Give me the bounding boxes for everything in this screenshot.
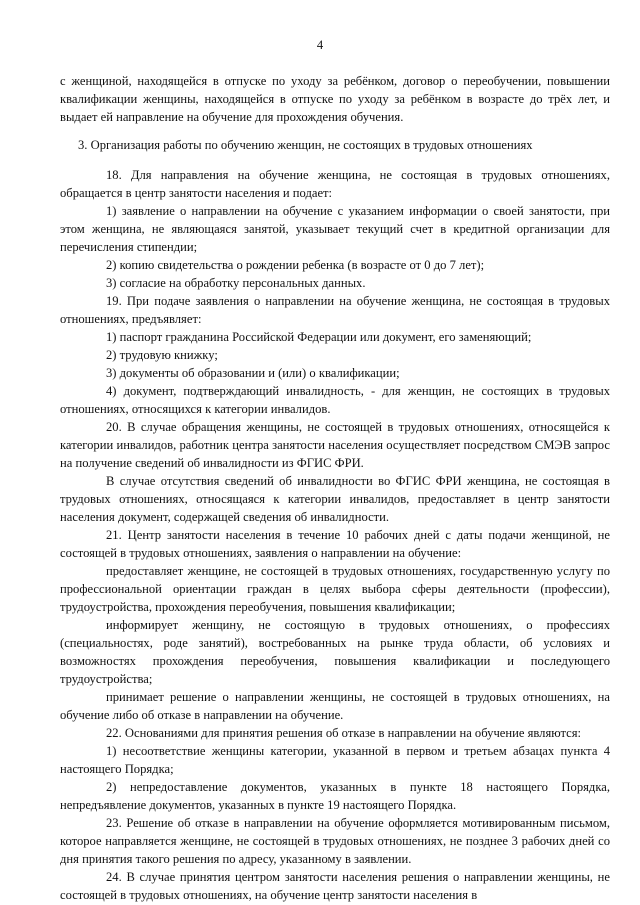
paragraph-18-item-2: 2) копию свидетельства о рождении ребенка (в возрасте от 0 до 7 лет); (106, 258, 485, 272)
page-number: 4 (316, 38, 324, 52)
paragraph-19: 19. При подаче заявления о направлении на обучение женщина, не состоящая в трудовых отношениях, предъявляет: (60, 294, 610, 326)
paragraph-22-item-2: 2) непредоставление документов, указанных в пункте 18 настоящего Порядка, непредъявление документов, указанных в пункте 19 настоящего Порядка. (60, 780, 610, 812)
paragraph-18-item-1: 1) заявление о направлении на обучение с указанием информации о своей занятости, при этом женщина, не являющаяся занятой, указывает текущий счет в кредитной организации для перечисления стипендии; (60, 204, 610, 254)
paragraph-19-item-4: 4) документ, подтверждающий инвалидность, - для женщин, не состоящих в трудовых отношениях, относящихся к категории инвалидов. (60, 384, 610, 416)
paragraph-21-item-1: предоставляет женщине, не состоящей в трудовых отношениях, государственную услугу по профессиональной ориентации граждан в целях выбора сферы деятельности (профессии), трудоустройства, прохождения переобучения, повышения квалификации; (60, 564, 610, 614)
paragraph-19-item-1: 1) паспорт гражданина Российской Федерации или документ, его заменяющий; (106, 330, 532, 344)
paragraph-23: 23. Решение об отказе в направлении на обучение оформляется мотивированным письмом, которое направляется женщине, не состоящей в трудовых отношениях, не позднее 3 рабочих дней со дня принятия такого решения по адресу, указанному в заявлении. (60, 816, 610, 866)
paragraph-24: 24. В случае принятия центром занятости населения решения о направлении женщины, не состоящей в трудовых отношениях, на обучение центр занятости населения в (60, 870, 610, 902)
paragraph-21: 21. Центр занятости населения в течение 10 рабочих дней с даты подачи женщиной, не состоящей в трудовых отношениях, заявления о направлении на обучение: (60, 528, 610, 560)
paragraph-19-item-2: 2) трудовую книжку; (106, 348, 218, 362)
document-body (60, 72, 610, 904)
paragraph-21-item-3: принимает решение о направлении женщины, не состоящей в трудовых отношениях, на обучение либо об отказе в направлении на обучение. (60, 690, 610, 722)
paragraph-20: 20. В случае обращения женщины, не состоящей в трудовых отношениях, относящейся к категории инвалидов, работник центра занятости населения осуществляет посредством СМЭВ запрос на получение сведений об инвалидности из ФГИС ФРИ. (60, 420, 610, 470)
paragraph-19-item-3: 3) документы об образовании и (или) о квалификации; (106, 366, 400, 380)
paragraph-21-item-2: информирует женщину, не состоящую в трудовых отношениях, о профессиях (специальностях, роде занятий), востребованных на рынке труда области, об условиях и возможностях прохождения переобучения, повышения квалификации и последующего трудоустройства; (60, 618, 610, 686)
paragraph-22: 22. Основаниями для принятия решения об отказе в направлении на обучение являются: (106, 726, 582, 740)
paragraph-20-second: В случае отсутствия сведений об инвалидности во ФГИС ФРИ женщина, не состоящая в трудовых отношениях, относящаяся к категории инвалидов, предоставляет в центр занятости населения документ, содержащей сведения об инвалидности. (60, 474, 610, 524)
continuation-paragraph: с женщиной, находящейся в отпуске по уходу за ребёнком, договор о переобучении, повышении квалификации женщины, находящейся в отпуске по уходу за ребёнком в возрасте до трёх лет, и выдает ей направление на обучение для прохождения обучения. (60, 74, 610, 124)
paragraph-22-item-1: 1) несоответствие женщины категории, указанной в первом и третьем абзацах пункта 4 настоящего Порядка; (60, 744, 610, 776)
paragraph-18: 18. Для направления на обучение женщина, не состоящая в трудовых отношениях, обращается в центр занятости населения и подает: (60, 168, 610, 200)
paragraph-18-item-3: 3) согласие на обработку персональных данных. (106, 276, 366, 290)
section-heading: 3. Организация работы по обучению женщин, не состоящих в трудовых отношениях (78, 138, 533, 152)
